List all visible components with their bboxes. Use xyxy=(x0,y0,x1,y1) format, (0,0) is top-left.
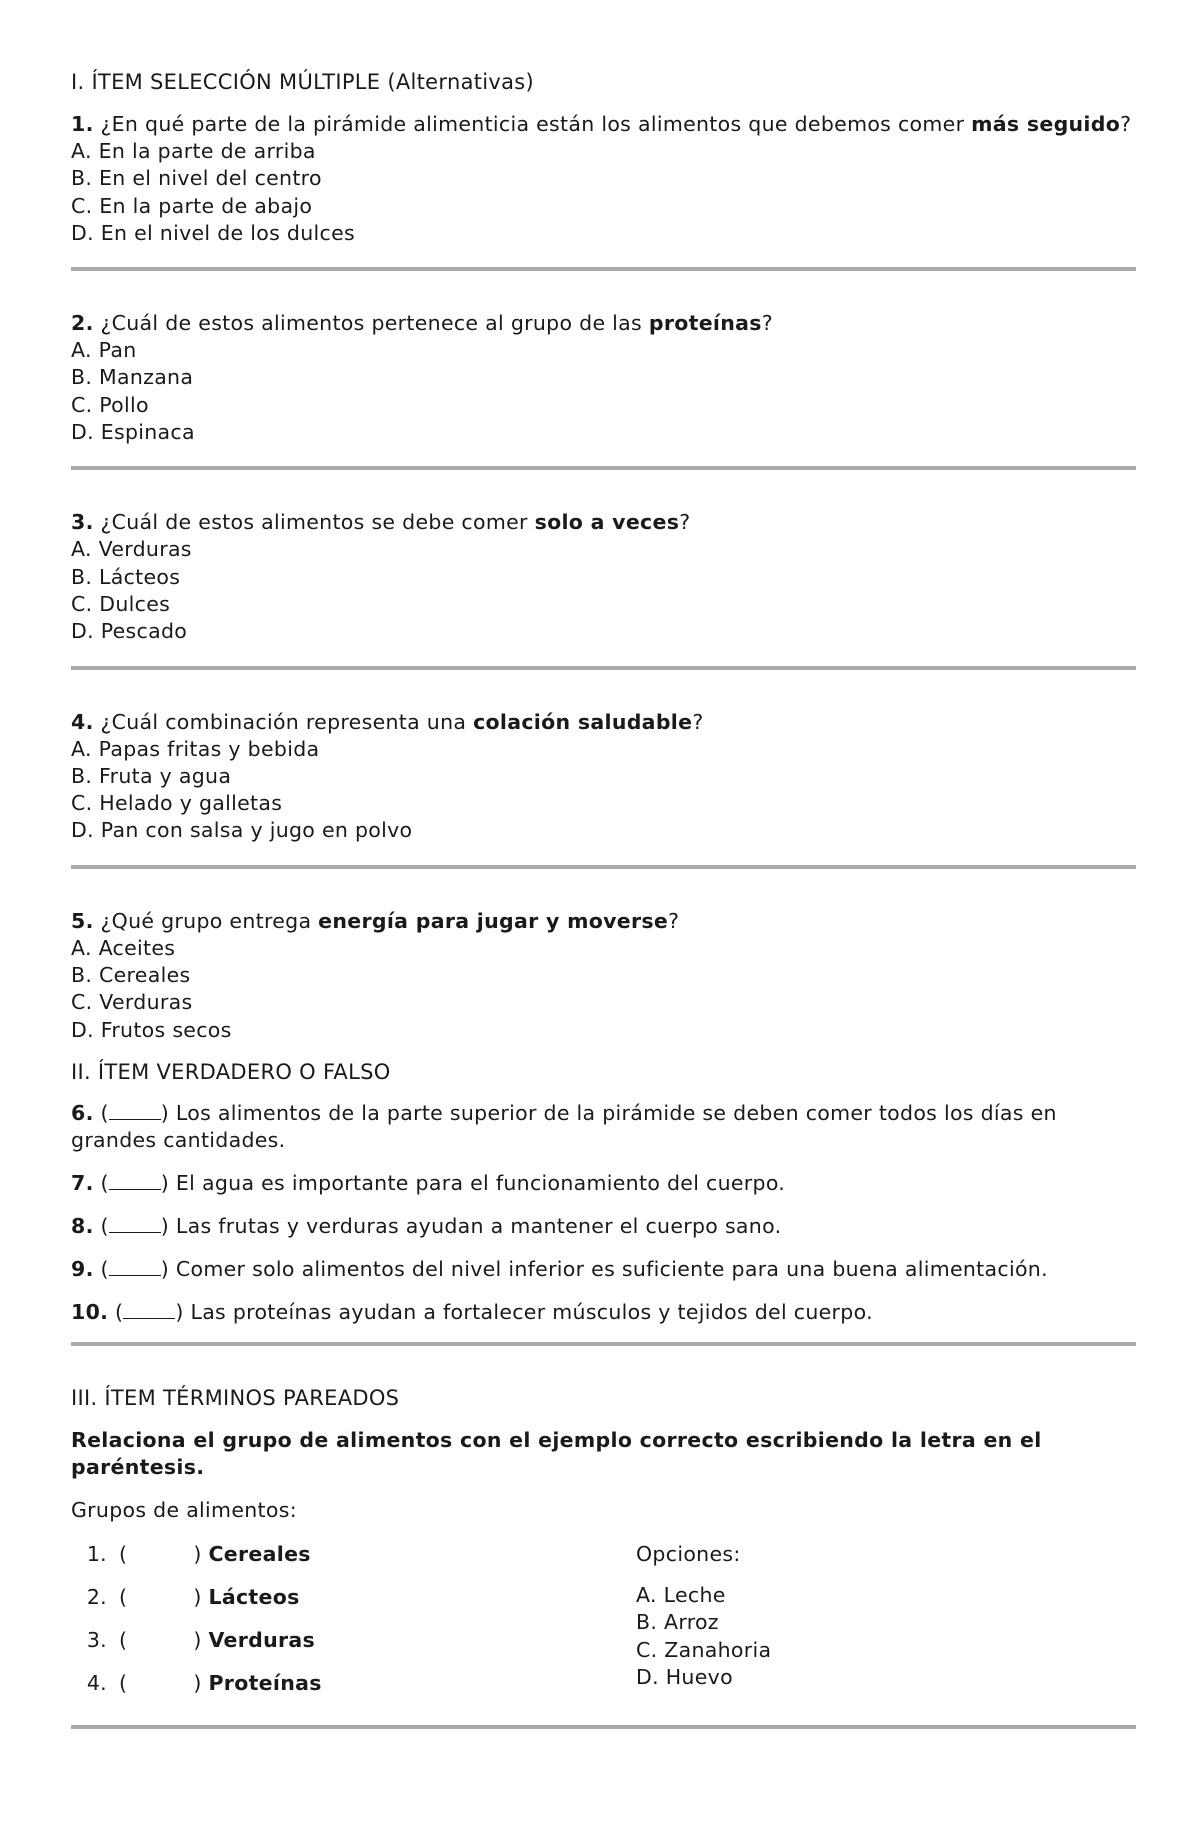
true-false-item-7: 7. ( ) El agua es importante para el funcionamiento del cuerpo. xyxy=(71,1171,786,1196)
answer-blank[interactable] xyxy=(109,1172,161,1190)
matching-row-1: 1. ( ) Cereales xyxy=(86,1541,311,1566)
section-2-title: II. ÍTEM VERDADERO O FALSO xyxy=(71,1059,391,1084)
question-4-option-c: C. Helado y galletas xyxy=(71,791,283,816)
question-4-option-b: B. Fruta y agua xyxy=(71,763,232,788)
question-4-text: 4. ¿Cuál combinación representa una colación saludable? xyxy=(71,709,704,734)
question-2 xyxy=(71,309,1136,446)
true-false-item-6: 6. ( ) Los alimentos de la parte superior de la pirámide se deben comer todos los días en grandes cantidades. xyxy=(71,1100,1057,1153)
option-b: B. Arroz xyxy=(636,1610,719,1635)
true-false-item-8: 8. ( ) Las frutas y verduras ayudan a mantener el cuerpo sano. xyxy=(71,1214,782,1239)
true-false-item-10: 10. ( ) Las proteínas ayudan a fortalecer músculos y tejidos del cuerpo. xyxy=(71,1299,873,1324)
matching-row-4: 4. ( ) Proteínas xyxy=(86,1670,322,1695)
question-4 xyxy=(71,708,1136,845)
question-2-text: 2. ¿Cuál de estos alimentos pertenece al grupo de las proteínas? xyxy=(71,311,773,336)
true-false-item-9: 9. ( ) Comer solo alimentos del nivel inferior es suficiente para una buena alimentación. xyxy=(71,1256,1048,1281)
question-3 xyxy=(71,508,1136,645)
question-5-text: 5. ¿Qué grupo entrega energía para jugar y moverse? xyxy=(71,908,680,933)
answer-blank[interactable] xyxy=(109,1102,161,1120)
options-label: Opciones: xyxy=(636,1541,741,1566)
divider xyxy=(71,865,1136,869)
question-3-option-b: B. Lácteos xyxy=(71,564,181,589)
question-5-option-c: C. Verduras xyxy=(71,990,193,1015)
question-3-text: 3. ¿Cuál de estos alimentos se debe comer solo a veces? xyxy=(71,510,691,535)
question-1 xyxy=(71,110,1136,247)
divider xyxy=(71,267,1136,271)
option-a: A. Leche xyxy=(636,1582,726,1607)
question-5 xyxy=(71,907,1136,1044)
divider xyxy=(71,666,1136,670)
groups-label: Grupos de alimentos: xyxy=(71,1497,297,1522)
question-5-option-d: D. Frutos secos xyxy=(71,1017,232,1042)
answer-blank[interactable] xyxy=(123,1301,175,1319)
option-d: D. Huevo xyxy=(636,1664,733,1689)
section-1-title: I. ÍTEM SELECCIÓN MÚLTIPLE (Alternativas) xyxy=(71,70,535,94)
question-1-option-a: A. En la parte de arriba xyxy=(71,139,316,163)
matching-area xyxy=(71,1539,1136,1699)
question-1-option-d: D. En el nivel de los dulces xyxy=(71,220,355,245)
question-2-option-d: D. Espinaca xyxy=(71,420,195,445)
question-2-option-b: B. Manzana xyxy=(71,365,194,390)
worksheet-content xyxy=(71,68,1136,1729)
answer-blank[interactable] xyxy=(109,1215,161,1233)
matching-row-3: 3. ( ) Verduras xyxy=(86,1627,316,1652)
option-c: C. Zanahoria xyxy=(636,1637,772,1662)
section-3-title: III. ÍTEM TÉRMINOS PAREADOS xyxy=(71,1386,400,1411)
options-column xyxy=(636,1539,771,1691)
question-4-option-d: D. Pan con salsa y jugo en polvo xyxy=(71,818,413,843)
question-1-option-c: C. En la parte de abajo xyxy=(71,193,313,218)
matching-instructions: Relaciona el grupo de alimentos con el ejemplo correcto escribiendo la letra en el paréntesis. xyxy=(71,1428,1042,1480)
question-5-option-a: A. Aceites xyxy=(71,935,176,960)
question-2-option-c: C. Pollo xyxy=(71,392,149,417)
answer-blank[interactable] xyxy=(109,1258,161,1276)
question-3-option-a: A. Verduras xyxy=(71,537,192,562)
question-2-option-a: A. Pan xyxy=(71,338,137,363)
question-3-option-d: D. Pescado xyxy=(71,619,188,644)
divider xyxy=(71,1342,1136,1346)
question-1-option-b: B. En el nivel del centro xyxy=(71,166,322,191)
matching-row-2: 2. ( ) Lácteos xyxy=(86,1584,300,1609)
divider xyxy=(71,466,1136,470)
divider xyxy=(71,1725,1136,1729)
question-5-option-b: B. Cereales xyxy=(71,963,191,988)
question-1-text: 1. ¿En qué parte de la pirámide alimenticia están los alimentos que debemos comer más seguido? xyxy=(71,112,1132,136)
question-4-option-a: A. Papas fritas y bebida xyxy=(71,736,320,761)
question-3-option-c: C. Dulces xyxy=(71,591,171,616)
